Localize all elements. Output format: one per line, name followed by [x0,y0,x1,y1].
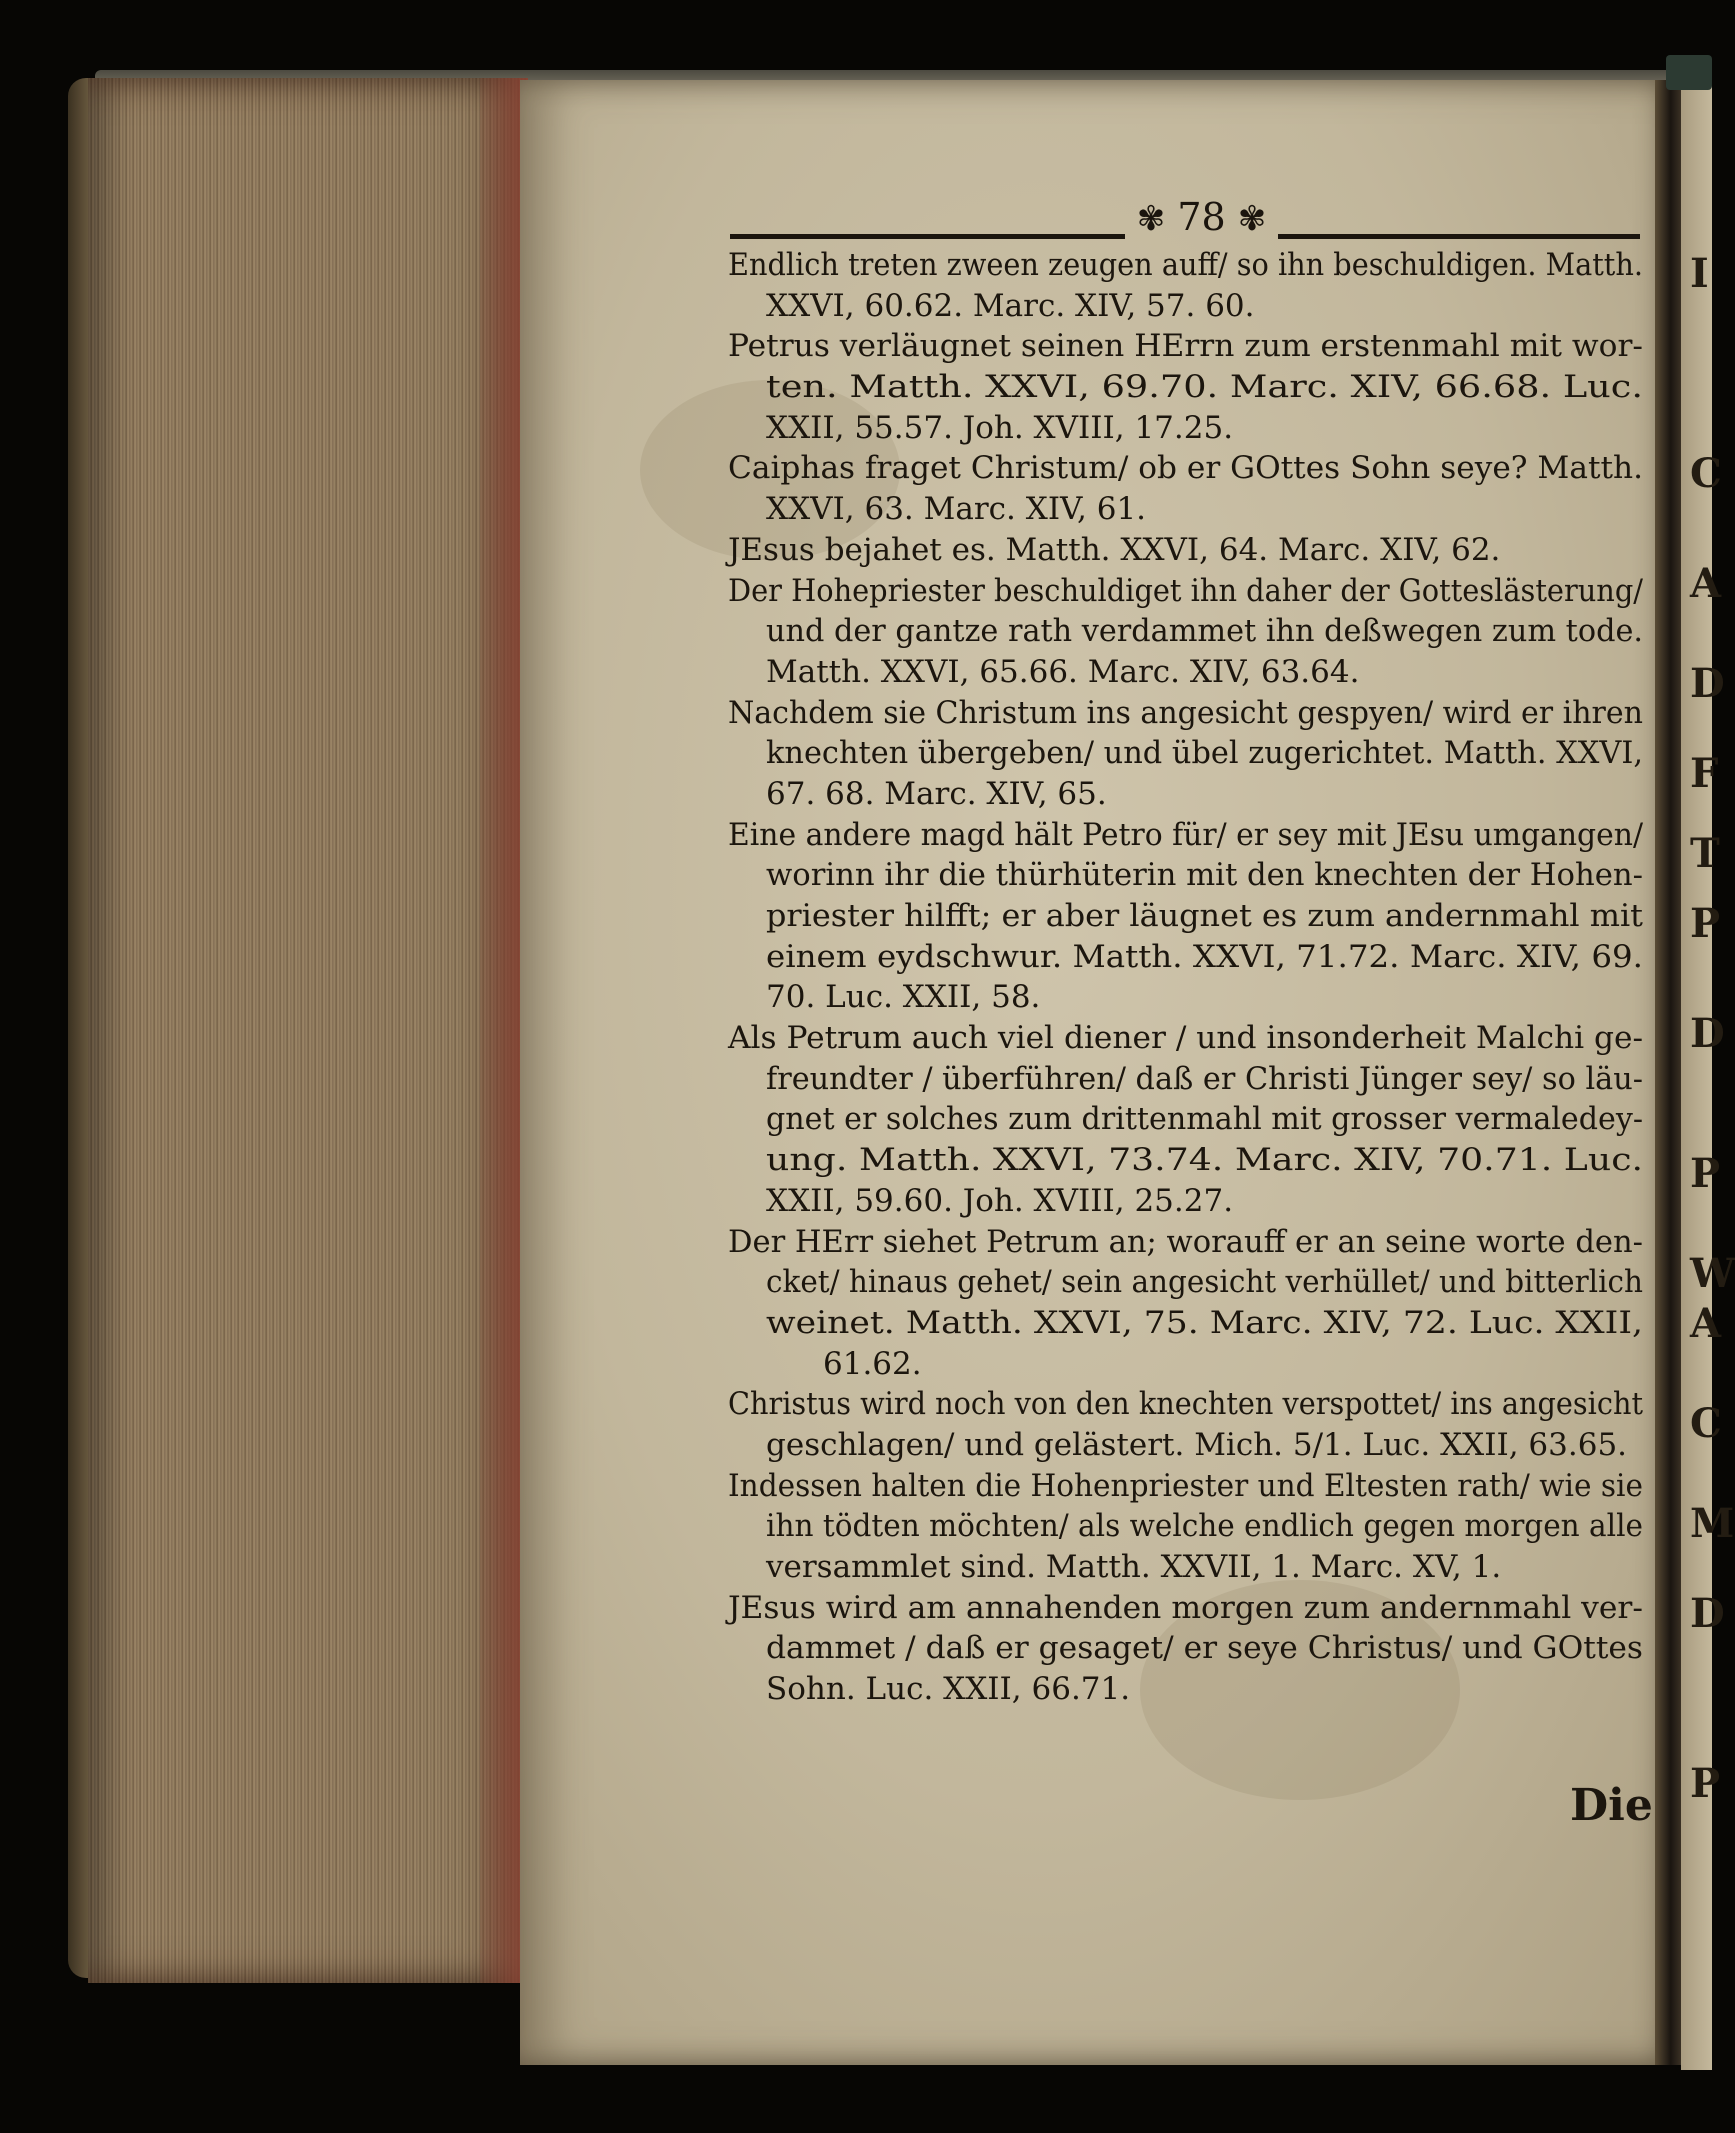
facing-page-letter: P [1690,1150,1721,1197]
text-entry [728,1466,1648,1588]
text-entry [728,448,1648,529]
page-number-block [1125,192,1278,244]
text-line: Caiphas fraget Christum/ ob er GOttes Sohn seye? Matth. [728,450,1643,487]
text-line: Christus wird noch von den knechten verspottet/ ins angesicht [728,1386,1643,1423]
page-edge-stack [88,78,528,1983]
fleuron-left-icon: ✾ [1136,199,1166,239]
text-line: 70. Luc. XXII, 58. [766,979,1041,1016]
page-header [730,192,1640,246]
text-line: Indessen halten die Hohenpriester und Eltesten rath/ wie sie [728,1467,1643,1504]
facing-page-letter: D [1690,660,1725,707]
header-rule-right [1278,234,1640,239]
fleuron-right-icon: ✾ [1237,199,1267,239]
text-line: XXVI, 60.62. Marc. XIV, 57. 60. [766,287,1255,324]
text-line: cket/ hinaus gehet/ sein angesicht verhüllet/ und bitterlich [766,1264,1643,1301]
text-line: 67. 68. Marc. XIV, 65. [766,775,1107,812]
page-number: 78 [1177,195,1226,239]
facing-page-letter: F [1690,750,1719,797]
text-line: worinn ihr die thürhüterin mit den knechten der Hohen- [766,857,1643,894]
text-line: Sohn. Luc. XXII, 66.71. [766,1671,1131,1708]
text-line: freundter / überführen/ daß er Christi Jünger sey/ so läu- [766,1060,1643,1097]
facing-page-letter: D [1690,1590,1725,1637]
text-line: gnet er solches zum drittenmahl mit grosser vermaledey- [766,1101,1643,1138]
text-line: dammet / daß er gesaget/ er seye Christus/ und GOttes [766,1630,1643,1667]
text-line: Als Petrum auch viel diener / und insonderheit Malchi ge- [728,1020,1643,1057]
text-line: knechten übergeben/ und übel zugerichtet. Matth. XXVI, [766,735,1643,772]
text-line: Endlich treten zween zeugen auff/ so ihn beschuldigen. Matth. [728,247,1643,283]
text-entry [728,245,1648,326]
facing-page-letter: T [1690,830,1720,877]
text-line: versammlet sind. Matth. XXVII, 1. Marc. XV, 1. [766,1549,1502,1585]
text-line: Der HErr siehet Petrum an; worauff er an seine worte den- [728,1223,1643,1260]
facing-page-letter: P [1690,900,1721,947]
text-entry [728,571,1648,693]
text-line: XXII, 59.60. Joh. XVIII, 25.27. [766,1182,1234,1219]
text-line: geschlagen/ und gelästert. Mich. 5/1. Luc. XXII, 63.65. [766,1426,1628,1463]
text-line: ung. Matth. XXVI, 73.74. Marc. XIV, 70.71. Luc. [766,1142,1643,1179]
facing-page-letter: W [1690,1250,1735,1297]
text-line: ihn tödten möchten/ als welche endlich gegen morgen alle [766,1508,1643,1545]
facing-page-letter: I [1690,250,1709,297]
header-rule-left [730,234,1125,239]
text-entry [728,1222,1648,1385]
book-clasp [1666,55,1712,90]
text-line: Petrus verläugnet seinen HErrn zum erstenmahl mit wor- [728,328,1643,365]
catchword: Die [1570,1780,1653,1831]
text-line: JEsus bejahet es. Matth. XXVI, 64. Marc. XIV, 62. [728,531,1501,568]
text-entry [728,693,1648,815]
text-entry [728,326,1648,448]
page-body-text [728,245,1648,1710]
text-line: Nachdem sie Christum ins angesicht gespyen/ wird er ihren [728,694,1643,731]
text-entry [728,1384,1648,1465]
text-line: Der Hohepriester beschuldiget ihn daher der Gotteslästerung/ [728,572,1643,609]
text-line: JEsus wird am annahenden morgen zum andernmahl ver- [728,1589,1643,1626]
facing-page-letter: P [1690,1760,1721,1807]
text-entry [728,530,1648,571]
text-line: Eine andere magd hält Petro für/ er sey mit JEsu umgangen/ [728,816,1643,853]
facing-page-letter: D [1690,1010,1725,1057]
text-line: und der gantze rath verdammet ihn deßwegen zum tode. [766,613,1643,650]
facing-page-letter: C [1690,450,1722,497]
text-line: XXII, 55.57. Joh. XVIII, 17.25. [766,409,1234,446]
text-line: ten. Matth. XXVI, 69.70. Marc. XIV, 66.68. Luc. [766,369,1643,406]
facing-page-letter: A [1690,560,1722,607]
text-line: Matth. XXVI, 65.66. Marc. XIV, 63.64. [766,653,1360,690]
facing-page-letter: M [1690,1500,1735,1547]
text-line: XXVI, 63. Marc. XIV, 61. [766,491,1147,528]
text-line: einem eydschwur. Matth. XXVI, 71.72. Marc. XIV, 69. [766,938,1643,975]
facing-page-letter: A [1690,1300,1722,1347]
text-line: 61.62. [823,1345,922,1382]
facing-page-letter: C [1690,1400,1722,1447]
text-entry [728,1588,1648,1710]
text-line: priester hilfft; er aber läugnet es zum andernmahl mit [766,898,1643,934]
text-entry [728,815,1648,1018]
text-entry [728,1018,1648,1221]
text-line: weinet. Matth. XXVI, 75. Marc. XIV, 72. Luc. XXII, [766,1304,1643,1341]
